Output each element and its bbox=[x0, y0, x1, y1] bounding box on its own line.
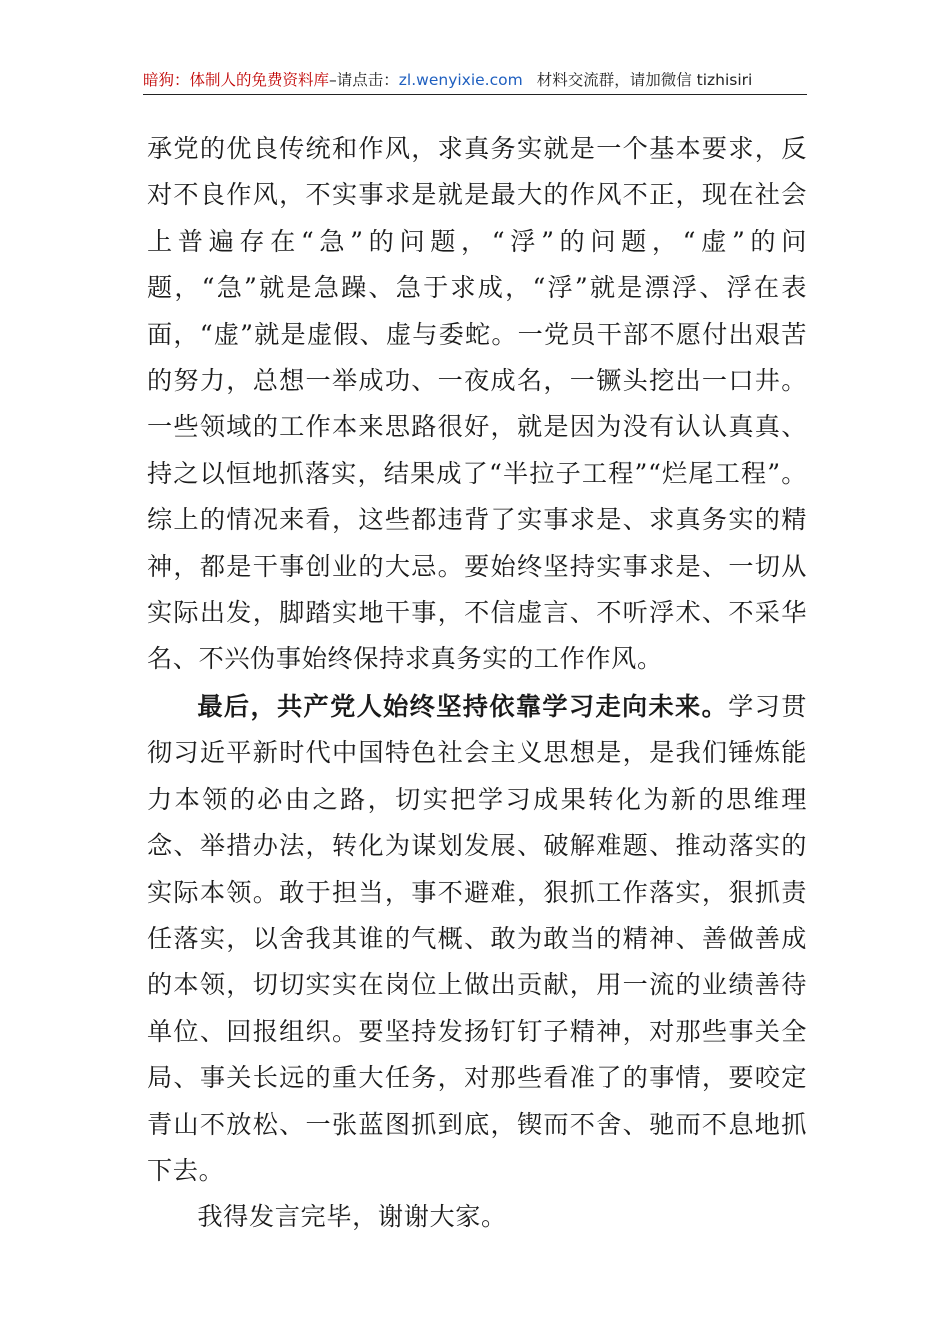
paragraph-continued: 承党的优良传统和作风，求真务实就是一个基本要求，反对不良作风，不实事求是就是最大的作风不正，现在社会上普遍存在“急”的问题，“浮”的问题，“虚”的问题，“急”就是急躁、急于求成，“浮”就是漂浮、浮在表面，“虚”就是虚假、虚与委蛇。一党员干部不愿付出艰苦的努力，总想一举成功、一夜成名，一镢头挖出一口井。一些领域的工作本来思路很好，就是因为没有认认真真、持之以恒地抓落实，结果成了“半拉子工程”“烂尾工程”。综上的情况来看，这些都违背了实事求是、求真务实的精神，都是干事创业的大忌。要始终坚持实事求是、一切从实际出发，脚踏实地干事，不信虚言、不听浮术、不采华名、不兴伪事始终保持求真务实的工作作风。 bbox=[147, 134, 807, 674]
header-group-info: 材料交流群，请加微信 tizhisiri bbox=[536, 71, 753, 89]
paragraph-heading: 最后，共产党人始终坚持依靠学习走向未来。 bbox=[197, 690, 729, 721]
paragraph-learning bbox=[147, 683, 807, 1194]
document-body bbox=[147, 126, 807, 1241]
page-header bbox=[143, 66, 807, 95]
header-brand: 暗狗：体制人的免费资料库 bbox=[143, 71, 330, 89]
paragraph-closing: 我得发言完毕，谢谢大家。 bbox=[197, 1202, 507, 1232]
paragraph-learning-text: 学习贯彻习近平新时代中国特色社会主义思想是，是我们锤炼能力本领的必由之路，切实把学习成果转化为新的思维理念、举措办法，转化为谋划发展、破解难题、推动落实的实际本领。敢于担当，事不避难，狠抓工作落实，狠抓责任落实，以舍我其谁的气概、敢为敢当的精神、善做善成的本领，切切实实在岗位上做出贡献，用一流的业绩善待单位、回报组织。要坚持发扬钉钉子精神，对那些事关全局、事关长远的重大任务，对那些看准了的事情，要咬定青山不放松、一张蓝图抓到底，锲而不舍、驰而不息地抓下去。 bbox=[147, 691, 808, 1185]
header-prompt: –请点击： bbox=[329, 71, 399, 89]
header-site-link[interactable]: zl.wenyixie.com bbox=[398, 71, 523, 89]
